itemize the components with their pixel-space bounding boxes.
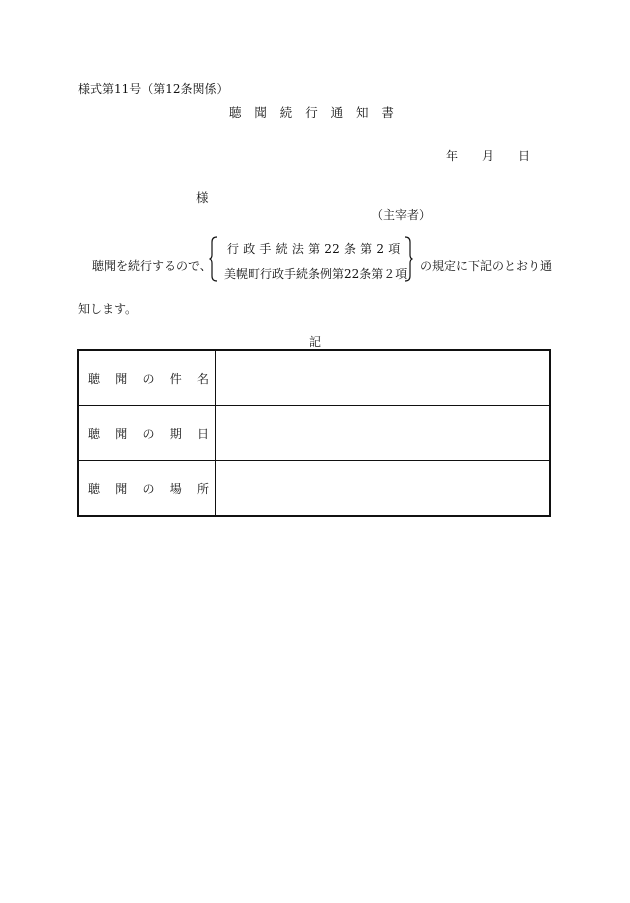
label-char: 場 — [169, 481, 182, 496]
table-row — [78, 406, 550, 461]
label-char: 聴 — [88, 426, 101, 441]
left-bracket — [209, 236, 219, 282]
right-bracket — [403, 236, 413, 282]
form-number: 様式第11号（第12条関係） — [78, 82, 229, 96]
label-char: 聞 — [115, 481, 128, 496]
body-lead-text: 聴聞を続行するので、 — [92, 259, 212, 273]
body-rest-text: の規定に下記のとおり通 — [420, 259, 553, 273]
hearing-place-label — [78, 461, 216, 517]
hearing-date-label — [78, 406, 216, 461]
label-char: 聴 — [88, 371, 101, 386]
table-row — [78, 461, 550, 517]
law-option-1: 行 政 手 続 法 第 22 条 第 2 項 — [227, 242, 401, 256]
hearing-place-field[interactable] — [216, 461, 551, 517]
host-label: （主宰者） — [371, 208, 432, 222]
label-char: 日 — [196, 426, 209, 441]
label-char: 期 — [169, 426, 182, 441]
body-continuation: 知します。 — [78, 302, 138, 316]
label-char: 聞 — [115, 426, 128, 441]
label-char: 件 — [169, 371, 182, 386]
label-char: 所 — [196, 481, 209, 496]
table-row — [78, 350, 550, 406]
notice-table — [77, 349, 551, 517]
recipient-suffix: 様 — [196, 190, 209, 205]
date-line: 年 月 日 — [446, 149, 531, 163]
hearing-date-field[interactable] — [216, 406, 551, 461]
label-char: 名 — [196, 371, 209, 386]
label-char: 聞 — [115, 371, 128, 386]
label-char: 聴 — [88, 481, 101, 496]
ki-heading: 記 — [309, 335, 322, 349]
hearing-subject-label — [78, 350, 216, 406]
label-char: の — [142, 426, 155, 441]
document-title: 聴 聞 続 行 通 知 書 — [229, 105, 395, 120]
hearing-subject-field[interactable] — [216, 350, 551, 406]
label-char: の — [142, 371, 155, 386]
label-char: の — [142, 481, 155, 496]
law-option-2: 美幌町行政手続条例第22条第２項 — [224, 267, 408, 281]
